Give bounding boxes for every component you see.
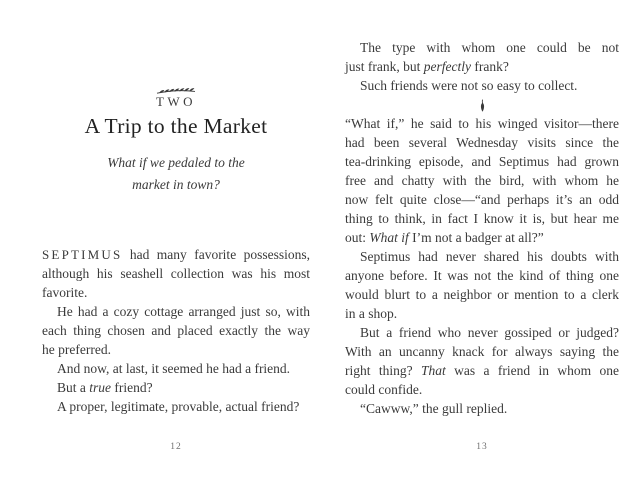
body-text-line	[42, 283, 310, 302]
body-text-line	[42, 264, 310, 283]
body-text-line	[42, 340, 310, 359]
body-text: But a	[57, 380, 90, 395]
body-text-line	[345, 152, 619, 171]
body-text-line	[345, 38, 619, 57]
body-text-line	[345, 114, 619, 133]
body-text-line	[42, 378, 310, 397]
body-text-line	[42, 397, 310, 416]
falling-leaf-ornament-icon	[345, 95, 619, 114]
lead-word-caps: SEPTIMUS	[42, 247, 123, 262]
body-text: had many favorite possessions,	[122, 247, 310, 262]
body-text: just frank, but	[345, 59, 424, 74]
body-text: Septimus had never shared his doubts with	[360, 249, 619, 264]
body-text-line	[42, 302, 310, 321]
body-text: friend?	[111, 380, 153, 395]
body-text: anyone before. It was not the kind of thing one	[345, 268, 619, 283]
body-text-line	[345, 190, 619, 209]
body-text: He had a cozy cottage arranged just so, with	[57, 304, 310, 319]
body-text: And now, at last, it seemed he had a friend.	[57, 361, 291, 376]
body-text: in a shop.	[345, 306, 398, 321]
left-page-body-text	[42, 245, 310, 416]
epigraph-line: market in town?	[132, 177, 220, 192]
chapter-number: TWO	[155, 94, 197, 109]
body-text-line	[345, 342, 619, 361]
body-text: now felt quite close—“and perhaps it’s an odd	[345, 192, 619, 207]
body-text-line	[345, 399, 619, 418]
left-page	[42, 0, 310, 480]
body-text: “Cawww,” the gull replied.	[360, 401, 508, 416]
body-text: although his seashell collection was his most	[42, 266, 310, 281]
emphasis-text: What if	[369, 230, 409, 245]
body-text: would blurt to a neighbor or mention to a clerk	[345, 287, 619, 302]
body-text-line	[345, 361, 619, 380]
body-text: I’m not a badger at all?”	[408, 230, 544, 245]
emphasis-text: That	[421, 363, 446, 378]
body-text: could confide.	[345, 382, 423, 397]
body-text: out:	[345, 230, 370, 245]
body-text: thing to think, in fact I know it is, but hear me	[345, 211, 619, 226]
body-text-line	[345, 247, 619, 266]
body-text-line	[345, 380, 619, 399]
emphasis-text: perfectly	[423, 59, 471, 74]
body-text: had been several Wednesday visits since the	[345, 135, 619, 150]
body-text: free and chatty with the bird, with whom he	[345, 173, 619, 188]
right-page-paragraphs-before-break	[345, 38, 619, 95]
epigraph-line: What if we pedaled to the	[107, 155, 245, 170]
body-text-line	[345, 57, 619, 76]
body-text-line	[345, 171, 619, 190]
chapter-title: A Trip to the Market	[84, 114, 268, 138]
right-page	[345, 0, 619, 480]
body-text: The type with whom one could be not	[360, 40, 619, 55]
body-text: frank?	[470, 59, 509, 74]
chapter-epigraph	[42, 152, 310, 196]
body-text: “What if,” he said to his winged visitor—there	[345, 116, 619, 131]
body-text: A proper, legitimate, provable, actual friend?	[57, 399, 300, 414]
body-text: favorite.	[42, 285, 88, 300]
body-text: tea-drinking episode, and Septimus had grown	[345, 154, 619, 169]
body-text-line	[345, 133, 619, 152]
body-text-line	[345, 266, 619, 285]
body-text-line	[345, 323, 619, 342]
body-text: Such friends were not so easy to collect.	[360, 78, 578, 93]
body-text-line	[345, 304, 619, 323]
right-page-paragraphs-after-break	[345, 114, 619, 418]
body-text-line	[42, 321, 310, 340]
page-number-left: 12	[170, 442, 182, 452]
body-text-line	[345, 228, 619, 247]
body-text-line	[42, 245, 310, 264]
body-text: was a friend in whom one	[445, 363, 619, 378]
emphasis-text: true	[89, 380, 111, 395]
body-text: he preferred.	[42, 342, 111, 357]
body-text: each thing chosen and placed exactly the way	[42, 323, 310, 338]
body-text: right thing?	[345, 363, 421, 378]
body-text-line	[345, 76, 619, 95]
right-page-body-text	[345, 38, 619, 418]
body-text: But a friend who never gossiped or judged?	[360, 325, 619, 340]
body-text: With an uncanny knack for always saying the	[345, 344, 619, 359]
page-number-right: 13	[476, 442, 488, 452]
body-text-line	[345, 209, 619, 228]
body-text-line	[42, 359, 310, 378]
body-text-line	[345, 285, 619, 304]
